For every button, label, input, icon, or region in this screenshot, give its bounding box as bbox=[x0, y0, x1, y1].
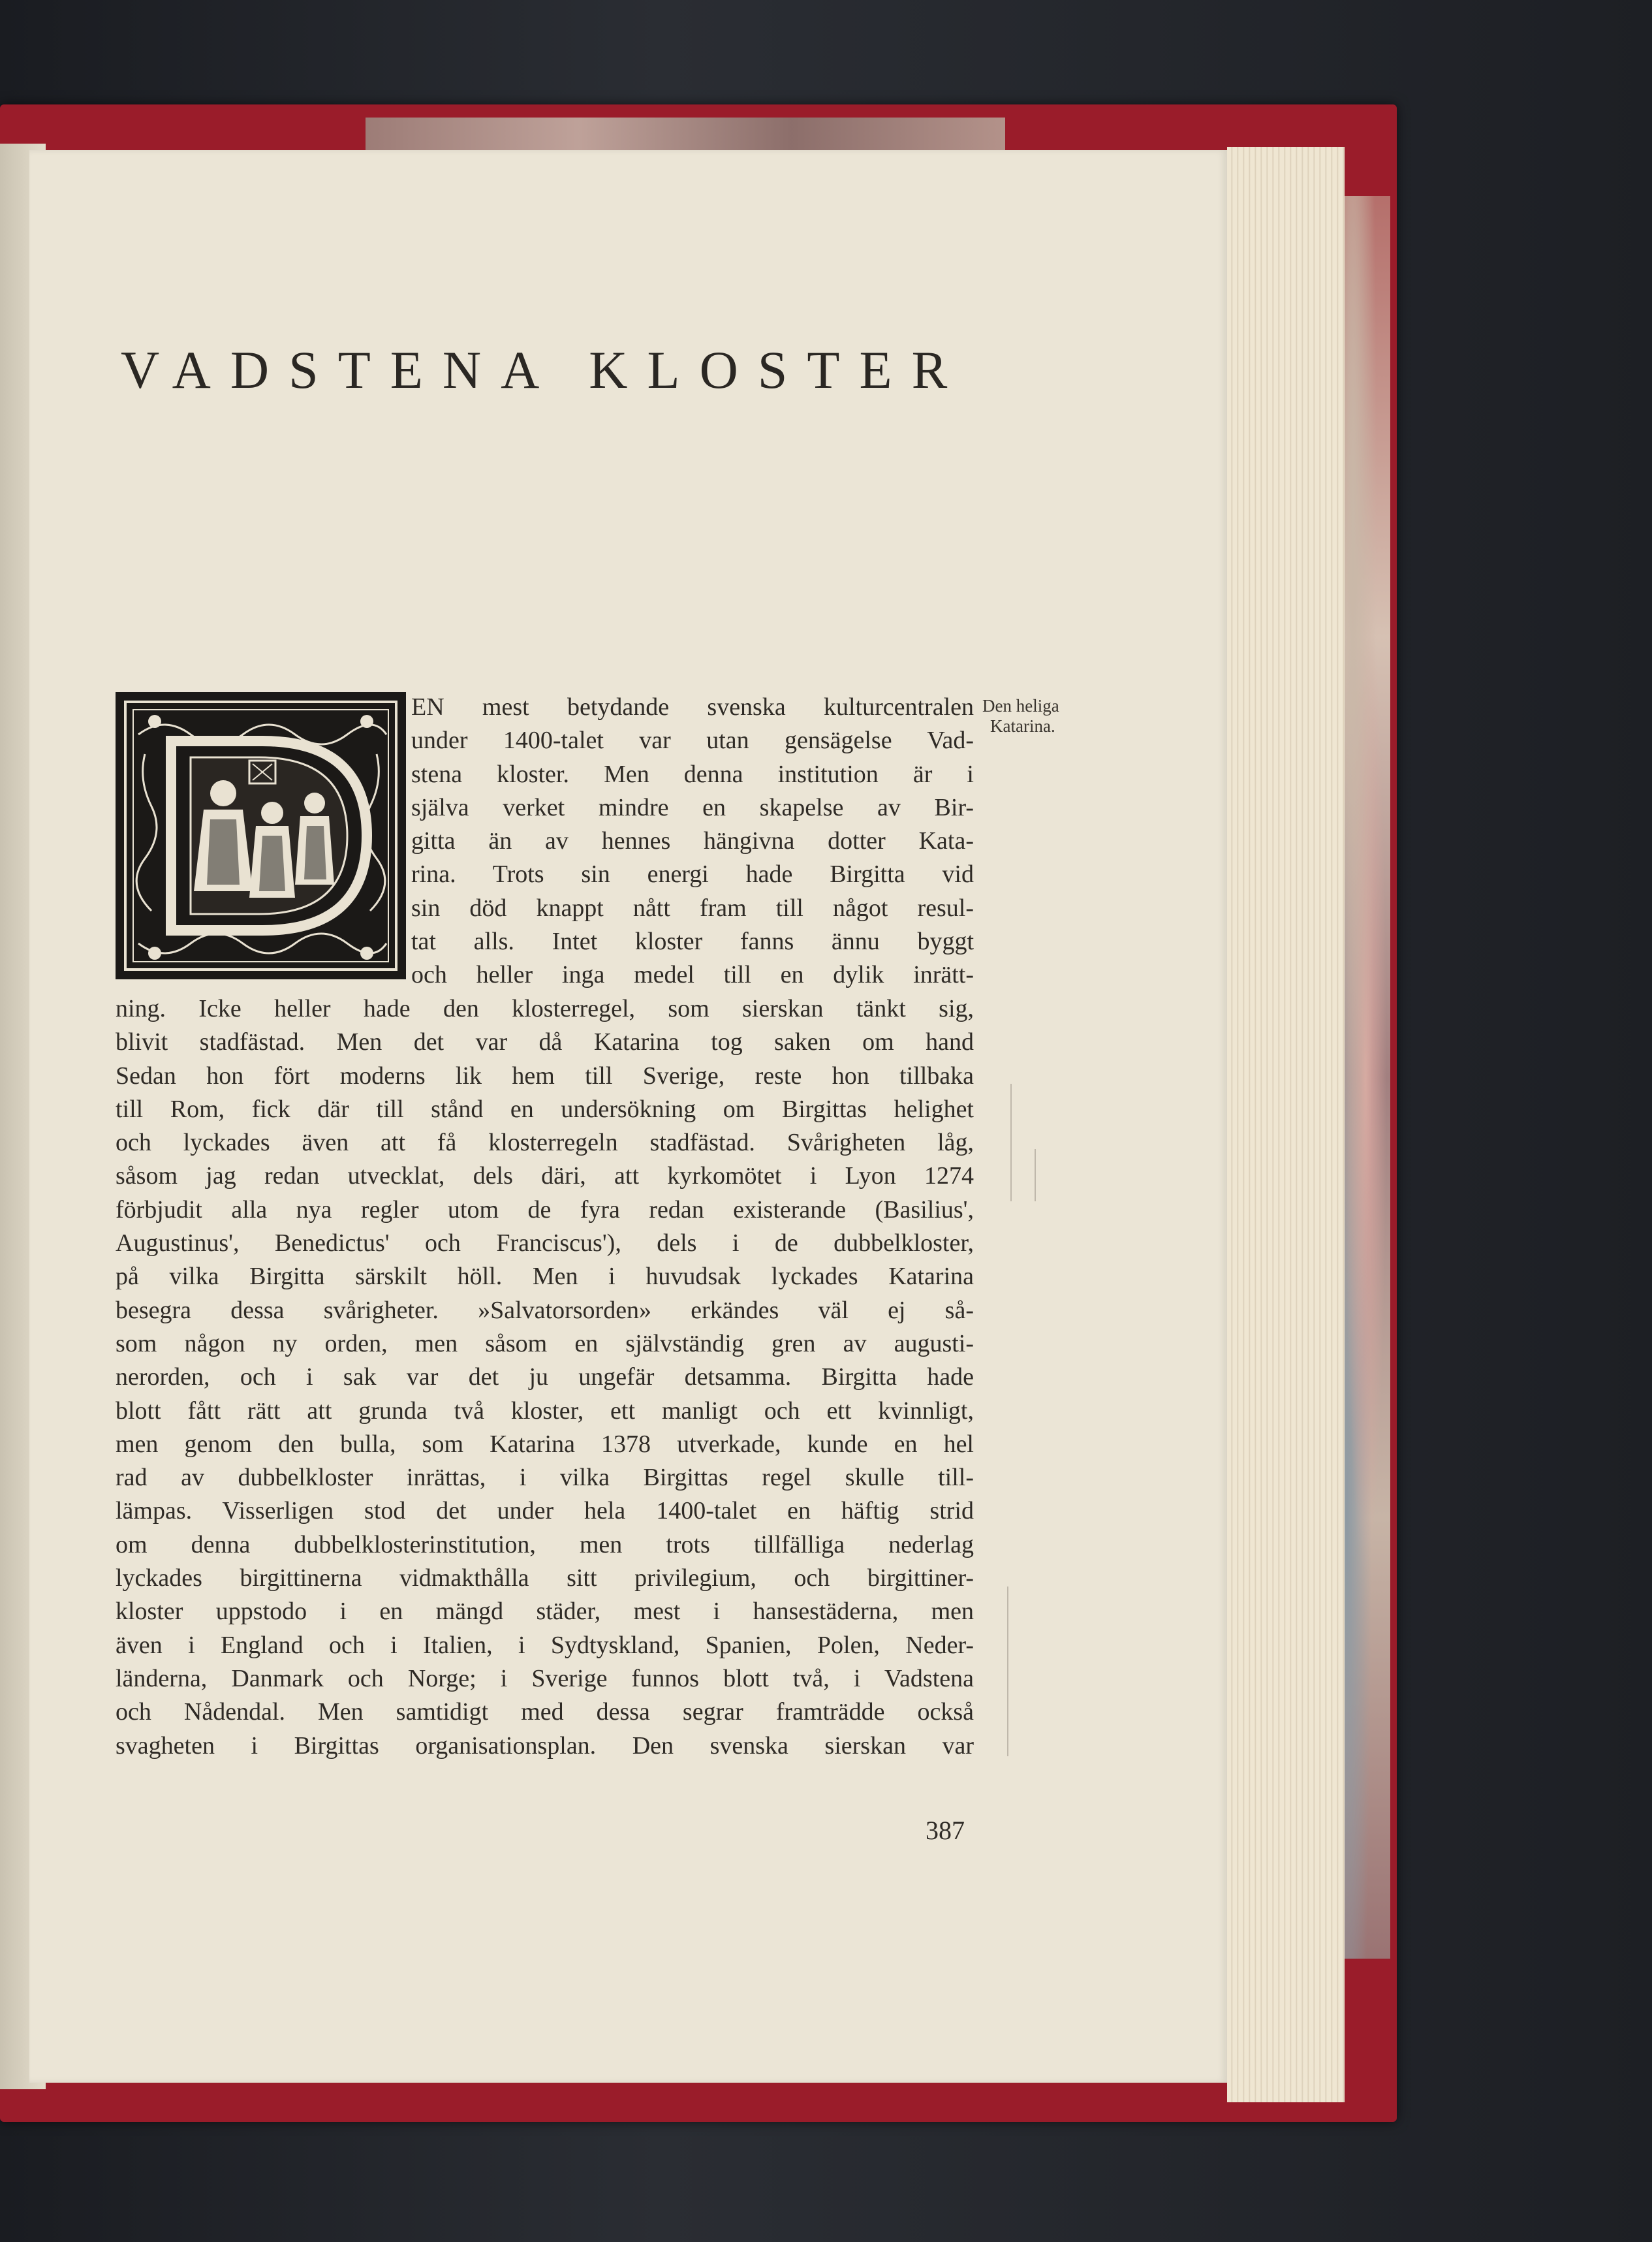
text-line: på vilka Birgitta särskilt höll. Men i huvudsak lyckades Katarina bbox=[116, 1263, 974, 1291]
pencil-mark bbox=[1010, 1084, 1012, 1201]
text-line: men genom den bulla, som Katarina 1378 utverkade, kunde en hel bbox=[116, 1430, 974, 1458]
text-line: länderna, Danmark och Norge; i Sverige funnos blott två, i Vadstena bbox=[116, 1664, 974, 1692]
chapter-title: VADSTENA KLOSTER bbox=[121, 340, 967, 400]
decorated-initial bbox=[116, 692, 406, 979]
margin-note-line: Katarina. bbox=[990, 716, 1055, 736]
text-line: såsom jag redan utvecklat, dels däri, att kyrkomötet i Lyon 1274 bbox=[116, 1162, 974, 1190]
text-line: förbjudit alla nya regler utom de fyra redan existerande (Basilius', bbox=[116, 1195, 974, 1224]
page-number: 387 bbox=[926, 1816, 965, 1845]
paragraph-body bbox=[116, 992, 974, 1763]
text-line: lämpas. Visserligen stod det under hela 1400-talet en häftig strid bbox=[116, 1497, 974, 1525]
pencil-mark bbox=[1007, 1587, 1008, 1756]
paragraph-opening-lines bbox=[411, 691, 974, 992]
pencil-mark bbox=[1035, 1149, 1036, 1201]
text-line: själva verket mindre en skapelse av Bir- bbox=[411, 793, 974, 821]
text-line: gitta än av hennes hängivna dotter Kata- bbox=[411, 827, 974, 855]
text-line: tat alls. Intet kloster fanns ännu byggt bbox=[411, 928, 974, 956]
text-line: under 1400-talet var utan gensägelse Vad- bbox=[411, 727, 974, 755]
text-line: och heller inga medel till en dylik inrätt- bbox=[411, 961, 974, 989]
text-line: blivit stadfästad. Men det var då Katarina tog saken om hand bbox=[116, 1028, 974, 1056]
text-line: och Nådendal. Men samtidigt med dessa segrar framträdde också bbox=[116, 1698, 974, 1726]
woodcut-initial-illustration bbox=[119, 695, 403, 976]
text-line: rina. Trots sin energi hade Birgitta vid bbox=[411, 860, 974, 889]
margin-note-line: Den heliga bbox=[982, 696, 1059, 716]
text-line: kloster uppstodo i en mängd städer, mest i hansestäderna, men bbox=[116, 1598, 974, 1626]
text-line: svagheten i Birgittas organisationsplan. Den svenska sierskan var bbox=[116, 1731, 974, 1760]
text-line: sin död knappt nått fram till något resul- bbox=[411, 894, 974, 922]
text-line: som någon ny orden, men såsom en självständig gren av augusti- bbox=[116, 1329, 974, 1357]
text-line: lyckades birgittinerna vidmakthålla sitt privilegium, och birgittiner- bbox=[116, 1564, 974, 1592]
text-line: stena kloster. Men denna institution är i bbox=[411, 760, 974, 788]
text-line: om denna dubbelklosterinstitution, men trots tillfälliga nederlag bbox=[116, 1530, 974, 1558]
text-line: ning. Icke heller hade den klosterregel, som sierskan tänkt sig, bbox=[116, 995, 974, 1022]
text-line: även i England och i Italien, i Sydtyskland, Spanien, Polen, Neder- bbox=[116, 1631, 974, 1659]
text-line: och lyckades även att få klosterregeln stadfästad. Svårigheten låg, bbox=[116, 1129, 974, 1157]
page-stack-edges bbox=[1227, 147, 1345, 2102]
text-line: EN mest betydande svenska kulturcentralen bbox=[411, 693, 974, 721]
text-line: blott fått rätt att grunda två kloster, ett manligt och ett kvinnligt, bbox=[116, 1397, 974, 1425]
text-line: Augustinus', Benedictus' och Franciscus'), dels i de dubbelkloster, bbox=[116, 1229, 974, 1257]
text-line: rad av dubbelkloster inrättas, i vilka Birgittas regel skulle till- bbox=[116, 1464, 974, 1492]
text-line: till Rom, fick där till stånd en undersökning om Birgittas helighet bbox=[116, 1095, 974, 1123]
margin-note bbox=[982, 696, 1093, 736]
text-line: nerorden, och i sak var det ju ungefär detsamma. Birgitta hade bbox=[116, 1363, 974, 1391]
text-line: Sedan hon fört moderns lik hem till Sverige, reste hon tillbaka bbox=[116, 1062, 974, 1090]
text-line: besegra dessa svårigheter. »Salvatorsorden» erkändes väl ej så- bbox=[116, 1296, 974, 1324]
